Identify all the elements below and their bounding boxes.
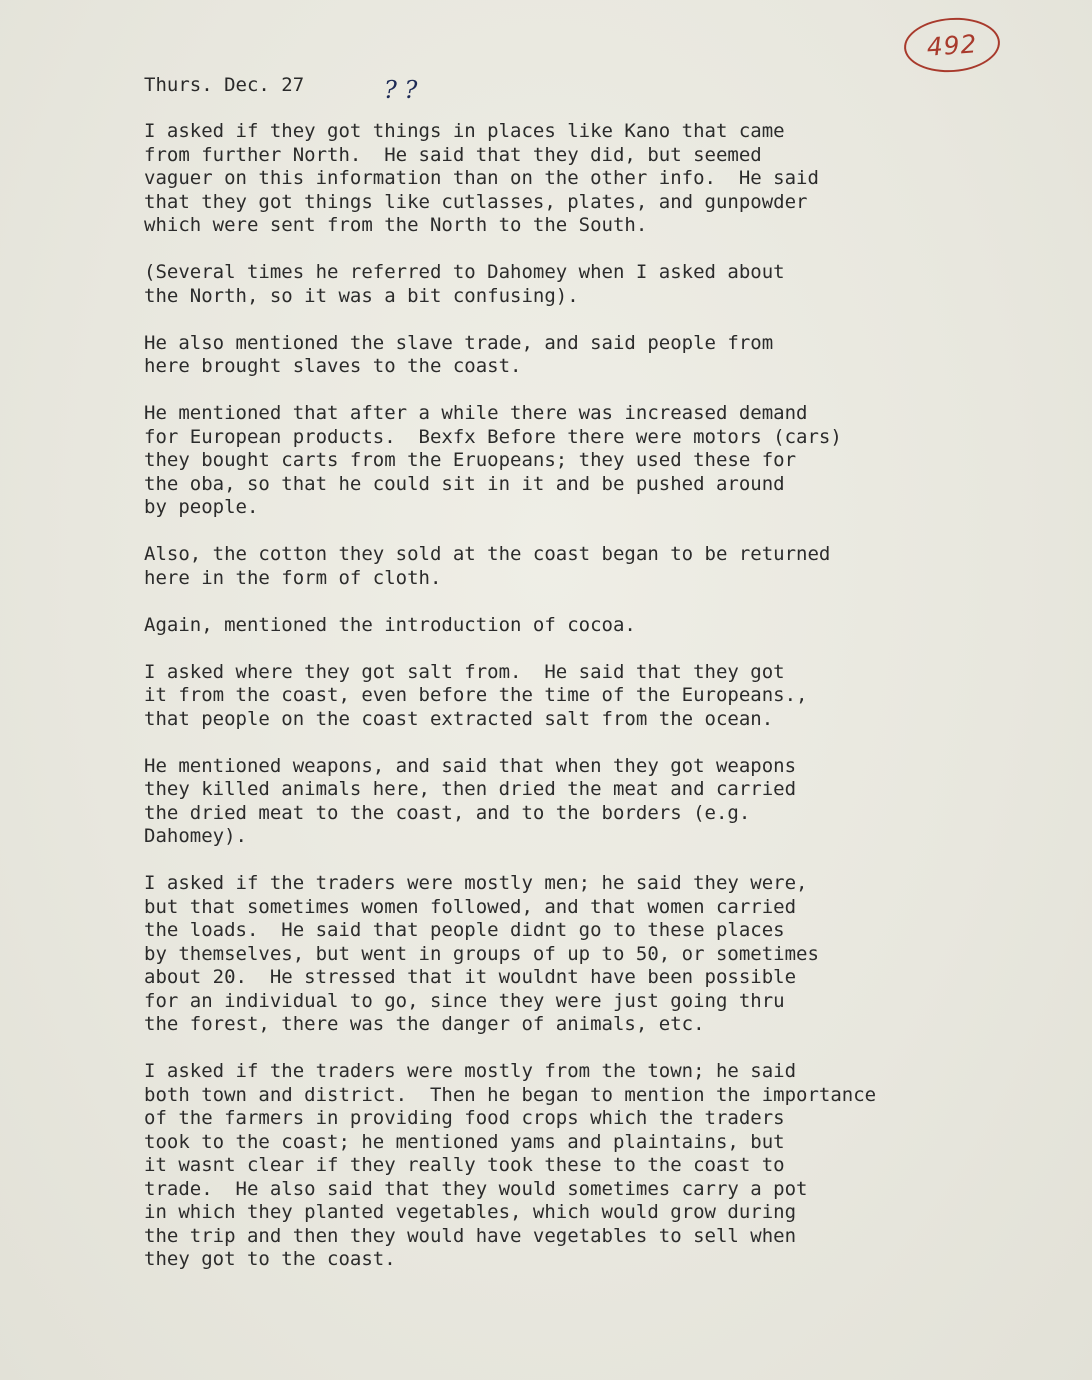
text-line: by themselves, but went in groups of up to 50, or sometimes bbox=[144, 942, 819, 965]
text-line: for an individual to go, since they were just going thru bbox=[144, 989, 785, 1012]
text-line: the oba, so that he could sit in it and be pushed around bbox=[144, 472, 785, 495]
text-line: the dried meat to the coast, and to the borders (e.g. bbox=[144, 801, 751, 824]
entry-date: Thurs. Dec. 27 bbox=[144, 74, 305, 96]
paragraph bbox=[144, 120, 1074, 238]
text-line: (Several times he referred to Dahomey when I asked about bbox=[144, 261, 785, 283]
text-line: the trip and then they would have vegetables to sell when bbox=[144, 1224, 797, 1247]
text-line: they got to the coast. bbox=[144, 1248, 396, 1270]
text-line: by people. bbox=[144, 496, 259, 518]
typed-notes-body bbox=[144, 120, 1074, 1295]
text-line: in which they planted vegetables, which would grow during bbox=[144, 1201, 797, 1223]
text-line: I asked if the traders were mostly men; he said they were, bbox=[144, 872, 808, 894]
text-line: which were sent from the North to the South. bbox=[144, 214, 648, 236]
paragraph bbox=[144, 614, 1074, 638]
text-line: here in the form of cloth. bbox=[144, 566, 442, 589]
text-line: from further North. He said that they did, but seemed bbox=[144, 143, 762, 166]
text-line: Dahomey). bbox=[144, 825, 247, 847]
page-number-circle bbox=[902, 15, 1002, 76]
text-line: took to the coast; he mentioned yams and plaintains, but bbox=[144, 1130, 785, 1153]
text-line: that people on the coast extracted salt from the ocean. bbox=[144, 707, 774, 730]
text-line: that they got things like cutlasses, plates, and gunpowder bbox=[144, 190, 808, 213]
text-line: He mentioned that after a while there was increased demand bbox=[144, 402, 808, 424]
text-line: they bought carts from the Eruopeans; they used these for bbox=[144, 449, 797, 471]
text-line: it from the coast, even before the time of the Europeans., bbox=[144, 684, 808, 706]
text-line: here brought slaves to the coast. bbox=[144, 355, 522, 377]
text-line: I asked if the traders were mostly from the town; he said bbox=[144, 1060, 797, 1082]
text-line: but that sometimes women followed, and that women carried bbox=[144, 895, 797, 918]
handwritten-question-marks: ? ? bbox=[384, 76, 418, 104]
text-line: He mentioned weapons, and said that when they got weapons bbox=[144, 754, 797, 777]
paragraph bbox=[144, 661, 1074, 732]
text-line: the forest, there was the danger of animals, etc. bbox=[144, 1013, 705, 1035]
text-line: it wasnt clear if they really took these to the coast to bbox=[144, 1154, 785, 1176]
text-line: of the farmers in providing food crops which the traders bbox=[144, 1107, 785, 1129]
paragraph bbox=[144, 332, 1074, 379]
text-line: He also mentioned the slave trade, and said people from bbox=[144, 331, 774, 354]
text-line: trade. He also said that they would sometimes carry a pot bbox=[144, 1177, 808, 1200]
text-line: vaguer on this information than on the other info. He said bbox=[144, 167, 819, 189]
text-line: they killed animals here, then dried the meat and carried bbox=[144, 778, 797, 800]
paragraph bbox=[144, 402, 1074, 520]
paragraph bbox=[144, 755, 1074, 849]
paragraph bbox=[144, 543, 1074, 590]
text-line: I asked if they got things in places like Kano that came bbox=[144, 120, 785, 142]
paragraph bbox=[144, 872, 1074, 1037]
text-line: for European products. Bexfx Before there were motors (cars) bbox=[144, 425, 842, 448]
paragraph bbox=[144, 261, 1074, 308]
text-line: both town and district. Then he began to mention the importance bbox=[144, 1083, 877, 1106]
text-line: I asked where they got salt from. He said that they got bbox=[144, 660, 785, 683]
text-line: the North, so it was a bit confusing). bbox=[144, 284, 579, 307]
paragraph bbox=[144, 1060, 1074, 1272]
text-line: Again, mentioned the introduction of cocoa. bbox=[144, 613, 636, 636]
page-number: 492 bbox=[925, 28, 979, 62]
text-line: the loads. He said that people didnt go to these places bbox=[144, 919, 785, 941]
text-line: Also, the cotton they sold at the coast began to be returned bbox=[144, 543, 831, 565]
text-line: about 20. He stressed that it wouldnt have been possible bbox=[144, 966, 797, 988]
